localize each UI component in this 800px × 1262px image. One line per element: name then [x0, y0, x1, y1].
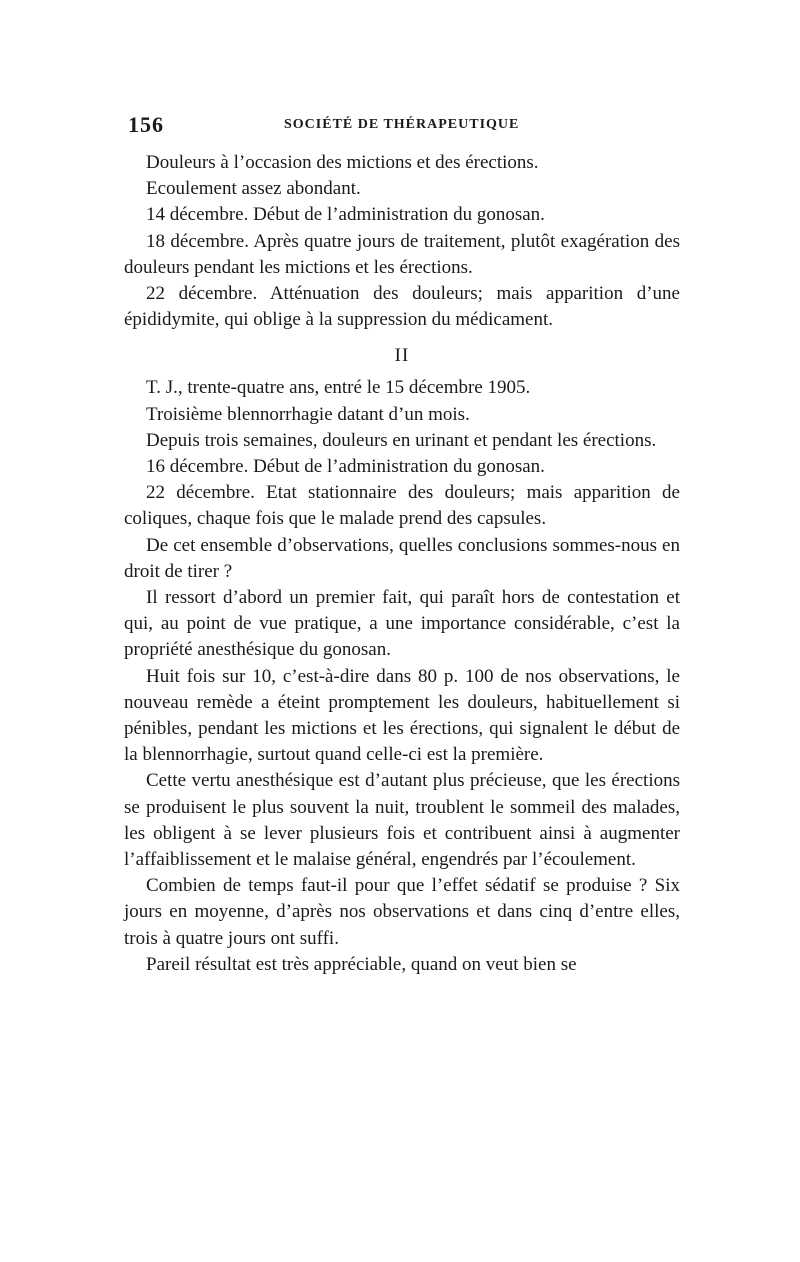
paragraph: Combien de temps faut-il pour que l’effet sédatif se produise ? Six jours en moyenne, d’après nos observations et dans cinq d’entre elles, trois à quatre jours ont suffi.: [124, 875, 680, 949]
page-number: 156: [128, 112, 164, 137]
paragraph: Douleurs à l’occasion des mictions et des érections.: [146, 152, 539, 173]
paragraph: Ecoulement assez abondant.: [146, 178, 361, 200]
paragraph: 22 décembre. Atténuation des douleurs; mais apparition d’une épididymite, qui oblige à la suppression du médicament.: [124, 283, 680, 331]
paragraph: 14 décembre. Début de l’administration du gonosan.: [146, 204, 545, 226]
paragraph: Pareil résultat est très appréciable, quand on veut bien se: [146, 953, 577, 975]
paragraph: Depuis trois semaines, douleurs en urinant et pendant les érections.: [146, 429, 657, 451]
paragraph: Troisième blennorrhagie datant d’un mois.: [146, 403, 470, 425]
paragraph: Il ressort d’abord un premier fait, qui paraît hors de contestation et qui, au point de vue pratique, a une importance considérable, c’est la propriété anesthésique du gonosan.: [124, 587, 680, 661]
page-header: [128, 112, 680, 140]
running-head: SOCIÉTÉ DE THÉRAPEUTIQUE: [284, 117, 520, 132]
paragraph: De cet ensemble d’observations, quelles conclusions sommes-nous en droit de tirer ?: [124, 534, 680, 582]
paragraph: 16 décembre. Début de l’administration du gonosan.: [146, 456, 545, 478]
paragraph: 22 décembre. Etat stationnaire des douleurs; mais apparition de coliques, chaque fois que le malade prend des capsules.: [124, 482, 680, 530]
section-heading: II: [394, 345, 410, 367]
paragraph: Cette vertu anesthésique est d’autant plus précieuse, que les érections se produisent le plus souvent la nuit, troublent le sommeil des malades, les obligent à se lever plusieurs fois et contribuent ainsi à augmenter l’affaiblissement et le malaise général, engendrés par l’écoulement.: [124, 770, 680, 871]
paragraph: Huit fois sur 10, c’est-à-dire dans 80 p. 100 de nos observations, le nouveau remède a éteint promptement les douleurs, habituellement si pénibles, pendant les mictions et les érections, qui signalent le début de la blennorrhagie, surtout quand celle-ci est la première.: [124, 665, 680, 766]
paragraph: T. J., trente-quatre ans, entré le 15 décembre 1905.: [146, 377, 531, 399]
paragraph: 18 décembre. Après quatre jours de traitement, plutôt exagération des douleurs pendant les mictions et les érections.: [124, 230, 680, 278]
body-text: [124, 150, 680, 978]
